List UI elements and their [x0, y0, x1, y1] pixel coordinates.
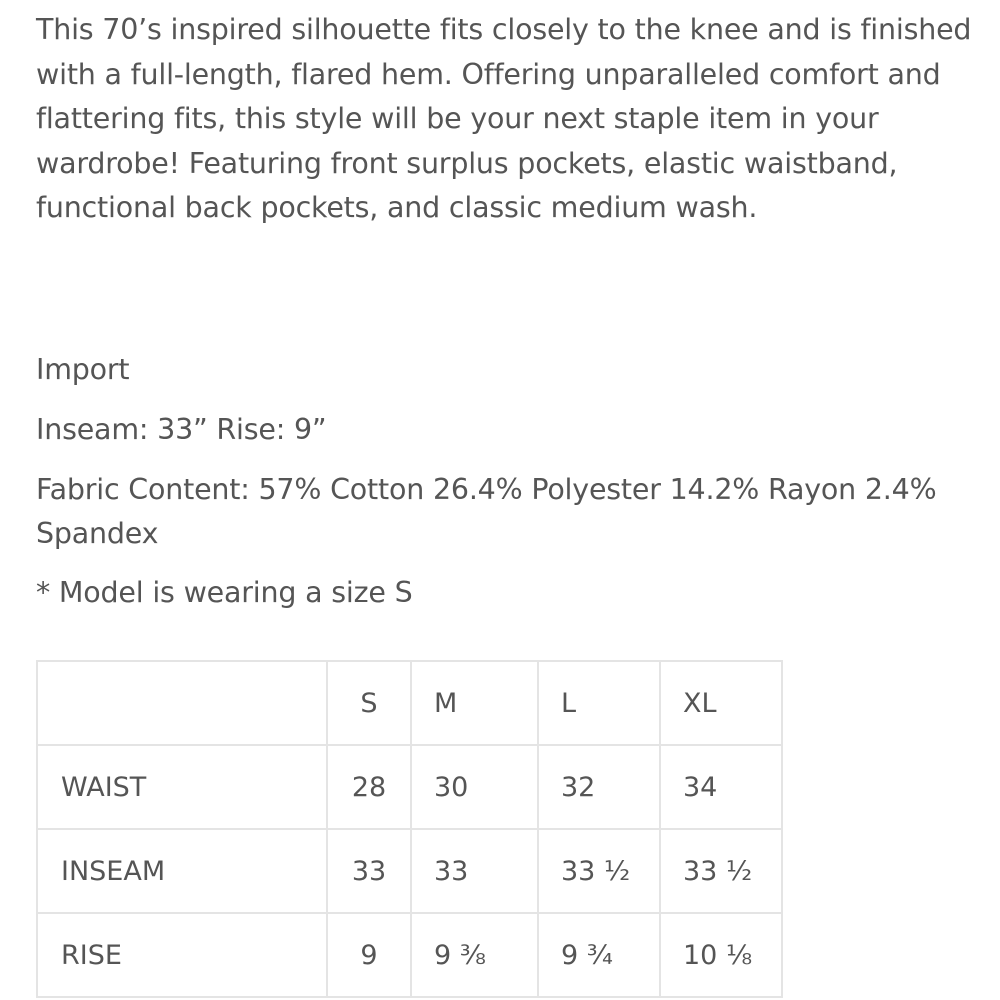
cell-value: 34 — [660, 745, 782, 829]
header-size-l: L — [538, 661, 660, 745]
size-chart-row-inseam — [37, 829, 782, 913]
row-label: RISE — [37, 913, 327, 997]
size-chart-table — [36, 660, 783, 998]
inseam-rise-note: Inseam: 33” Rise: 9” — [36, 413, 327, 446]
header-empty-cell — [37, 661, 327, 745]
fabric-content-note: Fabric Content: 57% Cotton 26.4% Polyester 14.2% Rayon 2.4% Spandex — [36, 473, 937, 550]
cell-value: 10 ⅛ — [660, 913, 782, 997]
model-size-note: * Model is wearing a size S — [36, 576, 413, 609]
cell-value: 33 — [411, 829, 538, 913]
header-size-xl: XL — [660, 661, 782, 745]
size-chart-header-row — [37, 661, 782, 745]
import-note: Import — [36, 353, 130, 386]
row-label: WAIST — [37, 745, 327, 829]
header-size-m: M — [411, 661, 538, 745]
product-details-page — [36, 0, 976, 971]
header-size-s: S — [327, 661, 411, 745]
row-label: INSEAM — [37, 829, 327, 913]
cell-value: 9 ⅜ — [411, 913, 538, 997]
cell-value: 28 — [327, 745, 411, 829]
cell-value: 9 — [327, 913, 411, 997]
cell-value: 32 — [538, 745, 660, 829]
size-chart-row-rise — [37, 913, 782, 997]
cell-value: 30 — [411, 745, 538, 829]
cell-value: 33 ½ — [660, 829, 782, 913]
cell-value: 33 ½ — [538, 829, 660, 913]
cell-value: 9 ¾ — [538, 913, 660, 997]
product-description: This 70’s inspired silhouette fits closely to the knee and is finished with a full-length, flared hem. Offering unparalleled comfort and flattering fits, this style will be your next staple item in your wardrobe! Featuring front surplus pockets, elastic waistband, functional back pockets, and classic medium wash. — [36, 13, 972, 225]
size-chart-row-waist — [37, 745, 782, 829]
cell-value: 33 — [327, 829, 411, 913]
